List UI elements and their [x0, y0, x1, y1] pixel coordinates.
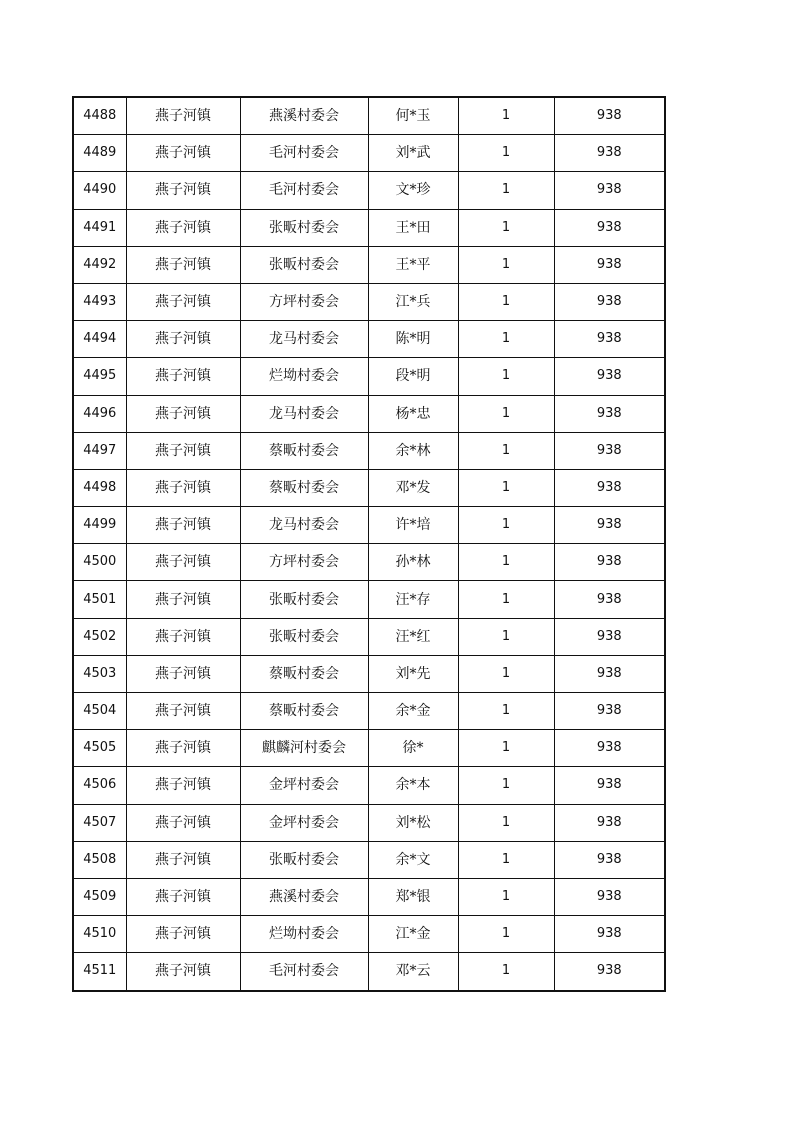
row-number-cell: 4508: [73, 841, 126, 878]
village-committee-cell: 毛河村委会: [240, 135, 368, 172]
row-number-cell: 4510: [73, 916, 126, 953]
town-cell: 燕子河镇: [126, 172, 240, 209]
amount-cell: 938: [554, 730, 665, 767]
village-committee-cell: 龙马村委会: [240, 395, 368, 432]
row-number-cell: 4490: [73, 172, 126, 209]
name-cell: 徐*: [368, 730, 458, 767]
amount-cell: 938: [554, 953, 665, 991]
amount-cell: 938: [554, 358, 665, 395]
count-cell: 1: [458, 618, 554, 655]
village-committee-cell: 张畈村委会: [240, 618, 368, 655]
amount-cell: 938: [554, 544, 665, 581]
row-number-cell: 4488: [73, 97, 126, 135]
count-cell: 1: [458, 209, 554, 246]
count-cell: 1: [458, 395, 554, 432]
town-cell: 燕子河镇: [126, 655, 240, 692]
name-cell: 王*平: [368, 246, 458, 283]
amount-cell: 938: [554, 469, 665, 506]
table-row: [73, 97, 665, 135]
table-row: [73, 767, 665, 804]
row-number-cell: 4496: [73, 395, 126, 432]
count-cell: 1: [458, 804, 554, 841]
table-row: [73, 544, 665, 581]
town-cell: 燕子河镇: [126, 321, 240, 358]
table-row: [73, 507, 665, 544]
name-cell: 何*玉: [368, 97, 458, 135]
amount-cell: 938: [554, 432, 665, 469]
row-number-cell: 4492: [73, 246, 126, 283]
count-cell: 1: [458, 358, 554, 395]
table-row: [73, 953, 665, 991]
town-cell: 燕子河镇: [126, 953, 240, 991]
town-cell: 燕子河镇: [126, 135, 240, 172]
village-committee-cell: 蔡畈村委会: [240, 432, 368, 469]
name-cell: 刘*松: [368, 804, 458, 841]
village-committee-cell: 毛河村委会: [240, 172, 368, 209]
amount-cell: 938: [554, 655, 665, 692]
name-cell: 余*林: [368, 432, 458, 469]
table-row: [73, 321, 665, 358]
village-committee-cell: 燕溪村委会: [240, 878, 368, 915]
row-number-cell: 4493: [73, 283, 126, 320]
count-cell: 1: [458, 693, 554, 730]
table-row: [73, 246, 665, 283]
row-number-cell: 4501: [73, 581, 126, 618]
table-row: [73, 209, 665, 246]
count-cell: 1: [458, 730, 554, 767]
table-row: [73, 283, 665, 320]
village-committee-cell: 毛河村委会: [240, 953, 368, 991]
table-row: [73, 172, 665, 209]
town-cell: 燕子河镇: [126, 209, 240, 246]
table-row: [73, 916, 665, 953]
row-number-cell: 4500: [73, 544, 126, 581]
name-cell: 余*金: [368, 693, 458, 730]
town-cell: 燕子河镇: [126, 469, 240, 506]
table-row: [73, 655, 665, 692]
amount-cell: 938: [554, 804, 665, 841]
town-cell: 燕子河镇: [126, 878, 240, 915]
count-cell: 1: [458, 953, 554, 991]
town-cell: 燕子河镇: [126, 246, 240, 283]
count-cell: 1: [458, 97, 554, 135]
name-cell: 郑*银: [368, 878, 458, 915]
table-row: [73, 581, 665, 618]
name-cell: 刘*武: [368, 135, 458, 172]
town-cell: 燕子河镇: [126, 581, 240, 618]
row-number-cell: 4489: [73, 135, 126, 172]
amount-cell: 938: [554, 916, 665, 953]
amount-cell: 938: [554, 395, 665, 432]
count-cell: 1: [458, 581, 554, 618]
row-number-cell: 4491: [73, 209, 126, 246]
name-cell: 邓*云: [368, 953, 458, 991]
village-committee-cell: 张畈村委会: [240, 209, 368, 246]
row-number-cell: 4498: [73, 469, 126, 506]
name-cell: 江*金: [368, 916, 458, 953]
village-committee-cell: 龙马村委会: [240, 507, 368, 544]
name-cell: 王*田: [368, 209, 458, 246]
village-committee-cell: 燕溪村委会: [240, 97, 368, 135]
name-cell: 文*珍: [368, 172, 458, 209]
count-cell: 1: [458, 507, 554, 544]
count-cell: 1: [458, 321, 554, 358]
town-cell: 燕子河镇: [126, 97, 240, 135]
amount-cell: 938: [554, 135, 665, 172]
village-committee-cell: 麒麟河村委会: [240, 730, 368, 767]
town-cell: 燕子河镇: [126, 730, 240, 767]
row-number-cell: 4495: [73, 358, 126, 395]
table-row: [73, 432, 665, 469]
village-committee-cell: 龙马村委会: [240, 321, 368, 358]
town-cell: 燕子河镇: [126, 544, 240, 581]
town-cell: 燕子河镇: [126, 507, 240, 544]
village-committee-cell: 烂坳村委会: [240, 358, 368, 395]
row-number-cell: 4506: [73, 767, 126, 804]
town-cell: 燕子河镇: [126, 916, 240, 953]
roster-table: [72, 96, 666, 992]
row-number-cell: 4497: [73, 432, 126, 469]
table-row: [73, 618, 665, 655]
row-number-cell: 4494: [73, 321, 126, 358]
count-cell: 1: [458, 655, 554, 692]
village-committee-cell: 金坪村委会: [240, 767, 368, 804]
count-cell: 1: [458, 172, 554, 209]
count-cell: 1: [458, 246, 554, 283]
town-cell: 燕子河镇: [126, 841, 240, 878]
amount-cell: 938: [554, 97, 665, 135]
roster-table-body: [73, 97, 665, 991]
village-committee-cell: 方坪村委会: [240, 283, 368, 320]
name-cell: 段*明: [368, 358, 458, 395]
count-cell: 1: [458, 841, 554, 878]
table-row: [73, 804, 665, 841]
row-number-cell: 4507: [73, 804, 126, 841]
amount-cell: 938: [554, 172, 665, 209]
name-cell: 余*本: [368, 767, 458, 804]
table-row: [73, 878, 665, 915]
amount-cell: 938: [554, 618, 665, 655]
table-row: [73, 730, 665, 767]
amount-cell: 938: [554, 507, 665, 544]
name-cell: 江*兵: [368, 283, 458, 320]
town-cell: 燕子河镇: [126, 804, 240, 841]
amount-cell: 938: [554, 693, 665, 730]
name-cell: 邓*发: [368, 469, 458, 506]
count-cell: 1: [458, 916, 554, 953]
amount-cell: 938: [554, 767, 665, 804]
village-committee-cell: 蔡畈村委会: [240, 655, 368, 692]
village-committee-cell: 蔡畈村委会: [240, 469, 368, 506]
row-number-cell: 4502: [73, 618, 126, 655]
village-committee-cell: 张畈村委会: [240, 581, 368, 618]
amount-cell: 938: [554, 246, 665, 283]
name-cell: 许*培: [368, 507, 458, 544]
village-committee-cell: 张畈村委会: [240, 841, 368, 878]
town-cell: 燕子河镇: [126, 618, 240, 655]
name-cell: 陈*明: [368, 321, 458, 358]
amount-cell: 938: [554, 878, 665, 915]
row-number-cell: 4509: [73, 878, 126, 915]
table-row: [73, 135, 665, 172]
village-committee-cell: 张畈村委会: [240, 246, 368, 283]
village-committee-cell: 蔡畈村委会: [240, 693, 368, 730]
town-cell: 燕子河镇: [126, 283, 240, 320]
count-cell: 1: [458, 283, 554, 320]
name-cell: 刘*先: [368, 655, 458, 692]
town-cell: 燕子河镇: [126, 395, 240, 432]
name-cell: 汪*存: [368, 581, 458, 618]
village-committee-cell: 方坪村委会: [240, 544, 368, 581]
amount-cell: 938: [554, 283, 665, 320]
town-cell: 燕子河镇: [126, 767, 240, 804]
row-number-cell: 4504: [73, 693, 126, 730]
name-cell: 汪*红: [368, 618, 458, 655]
count-cell: 1: [458, 469, 554, 506]
count-cell: 1: [458, 432, 554, 469]
amount-cell: 938: [554, 581, 665, 618]
table-row: [73, 841, 665, 878]
amount-cell: 938: [554, 209, 665, 246]
town-cell: 燕子河镇: [126, 358, 240, 395]
count-cell: 1: [458, 767, 554, 804]
row-number-cell: 4499: [73, 507, 126, 544]
row-number-cell: 4503: [73, 655, 126, 692]
table-row: [73, 358, 665, 395]
name-cell: 孙*林: [368, 544, 458, 581]
town-cell: 燕子河镇: [126, 693, 240, 730]
name-cell: 余*文: [368, 841, 458, 878]
count-cell: 1: [458, 544, 554, 581]
village-committee-cell: 烂坳村委会: [240, 916, 368, 953]
town-cell: 燕子河镇: [126, 432, 240, 469]
amount-cell: 938: [554, 841, 665, 878]
table-row: [73, 693, 665, 730]
row-number-cell: 4505: [73, 730, 126, 767]
village-committee-cell: 金坪村委会: [240, 804, 368, 841]
count-cell: 1: [458, 135, 554, 172]
table-row: [73, 469, 665, 506]
count-cell: 1: [458, 878, 554, 915]
name-cell: 杨*忠: [368, 395, 458, 432]
row-number-cell: 4511: [73, 953, 126, 991]
amount-cell: 938: [554, 321, 665, 358]
table-row: [73, 395, 665, 432]
